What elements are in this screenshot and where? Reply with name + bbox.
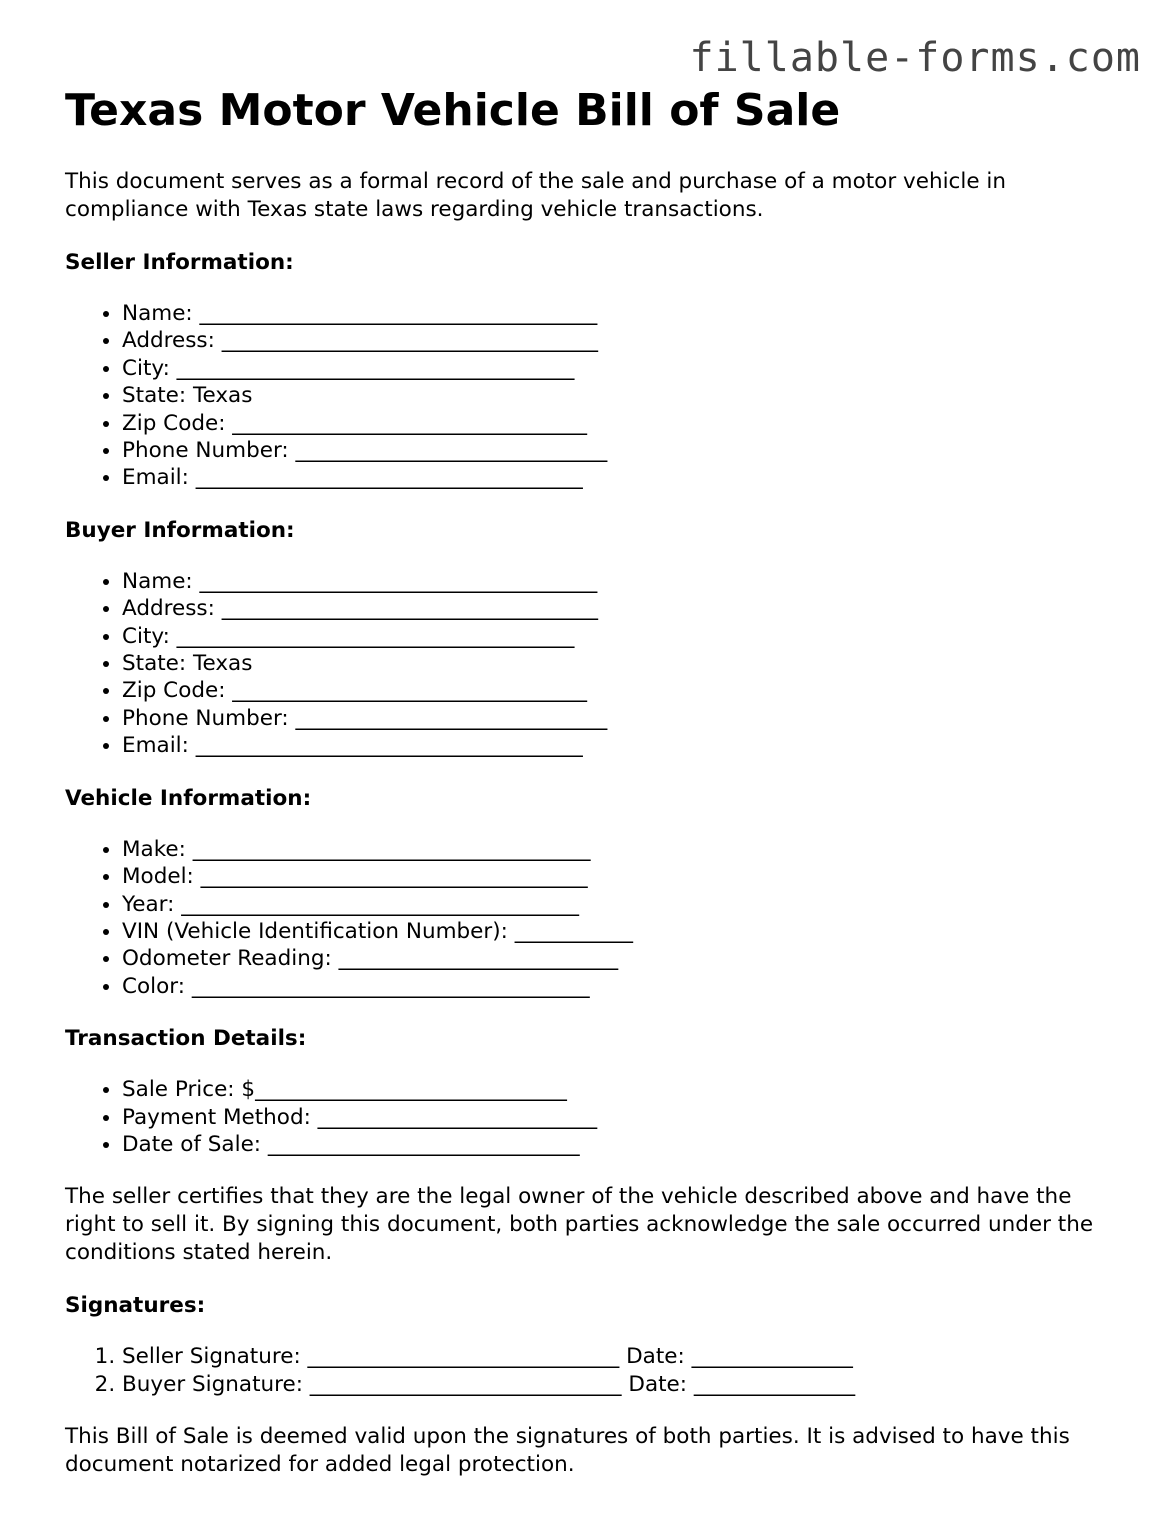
- watermark-text: fillable-forms.com: [689, 35, 1141, 81]
- vehicle-model-field[interactable]: • Model: ____________________________________: [122, 863, 1125, 890]
- buyer-phone-field[interactable]: • Phone Number: _____________________________: [122, 705, 1125, 732]
- vehicle-odometer-field[interactable]: • Odometer Reading: __________________________: [122, 945, 1125, 972]
- signatures-section-heading: Signatures:: [65, 1293, 206, 1319]
- seller-state-field: • State: Texas: [122, 382, 1125, 409]
- vehicle-year-field[interactable]: • Year: _____________________________________: [122, 891, 1125, 918]
- vehicle-vin-field[interactable]: • VIN (Vehicle Identification Number): ___________: [122, 918, 1125, 945]
- seller-address-field[interactable]: • Address: ___________________________________: [122, 327, 1125, 354]
- seller-signature-field[interactable]: 1. Seller Signature: _____________________________ Date: _______________: [122, 1343, 1125, 1370]
- buyer-section-heading: Buyer Information:: [65, 517, 295, 543]
- intro-paragraph: This document serves as a formal record of the sale and purchase of a motor vehicle in compliance with Texas state laws regarding vehicle transactions.: [65, 169, 1007, 222]
- transaction-field-list: [65, 1076, 1125, 1158]
- document-page: [65, 82, 1125, 1479]
- seller-phone-field[interactable]: • Phone Number: _____________________________: [122, 437, 1125, 464]
- buyer-city-field[interactable]: • City: _____________________________________: [122, 623, 1125, 650]
- buyer-zip-field[interactable]: • Zip Code: _________________________________: [122, 677, 1125, 704]
- buyer-field-list: [65, 568, 1125, 760]
- seller-section-heading: Seller Information:: [65, 250, 294, 275]
- vehicle-section-heading: Vehicle Information:: [65, 785, 312, 811]
- sale-price-field[interactable]: • Sale Price: $_____________________________: [122, 1076, 1125, 1103]
- buyer-email-field[interactable]: • Email: ____________________________________: [122, 732, 1125, 759]
- transaction-section-heading: Transaction Details:: [65, 1026, 307, 1052]
- seller-field-list: [65, 300, 1125, 492]
- date-of-sale-field[interactable]: • Date of Sale: _____________________________: [122, 1131, 1125, 1158]
- buyer-signature-field[interactable]: 2. Buyer Signature: _____________________________ Date: _______________: [122, 1371, 1125, 1398]
- certification-paragraph: The seller certifies that they are the legal owner of the vehicle described above and have the right to sell it. By signing this document, both parties acknowledge the sale occurred under the conditions stated herein.: [65, 1184, 1094, 1266]
- seller-name-field[interactable]: • Name: _____________________________________: [122, 300, 1125, 327]
- signature-list: [65, 1343, 1125, 1398]
- vehicle-field-list: [65, 836, 1125, 1000]
- closing-paragraph: This Bill of Sale is deemed valid upon the signatures of both parties. It is advised to have this document notarized for added legal protection.: [65, 1424, 1070, 1478]
- seller-zip-field[interactable]: • Zip Code: _________________________________: [122, 410, 1125, 437]
- vehicle-make-field[interactable]: • Make: _____________________________________: [122, 836, 1125, 863]
- buyer-address-field[interactable]: • Address: ___________________________________: [122, 595, 1125, 622]
- document-title: Texas Motor Vehicle Bill of Sale: [65, 85, 841, 136]
- seller-email-field[interactable]: • Email: ____________________________________: [122, 464, 1125, 491]
- vehicle-color-field[interactable]: • Color: _____________________________________: [122, 973, 1125, 1000]
- seller-city-field[interactable]: • City: _____________________________________: [122, 355, 1125, 382]
- buyer-state-field: • State: Texas: [122, 650, 1125, 677]
- payment-method-field[interactable]: • Payment Method: __________________________: [122, 1104, 1125, 1131]
- buyer-name-field[interactable]: • Name: _____________________________________: [122, 568, 1125, 595]
